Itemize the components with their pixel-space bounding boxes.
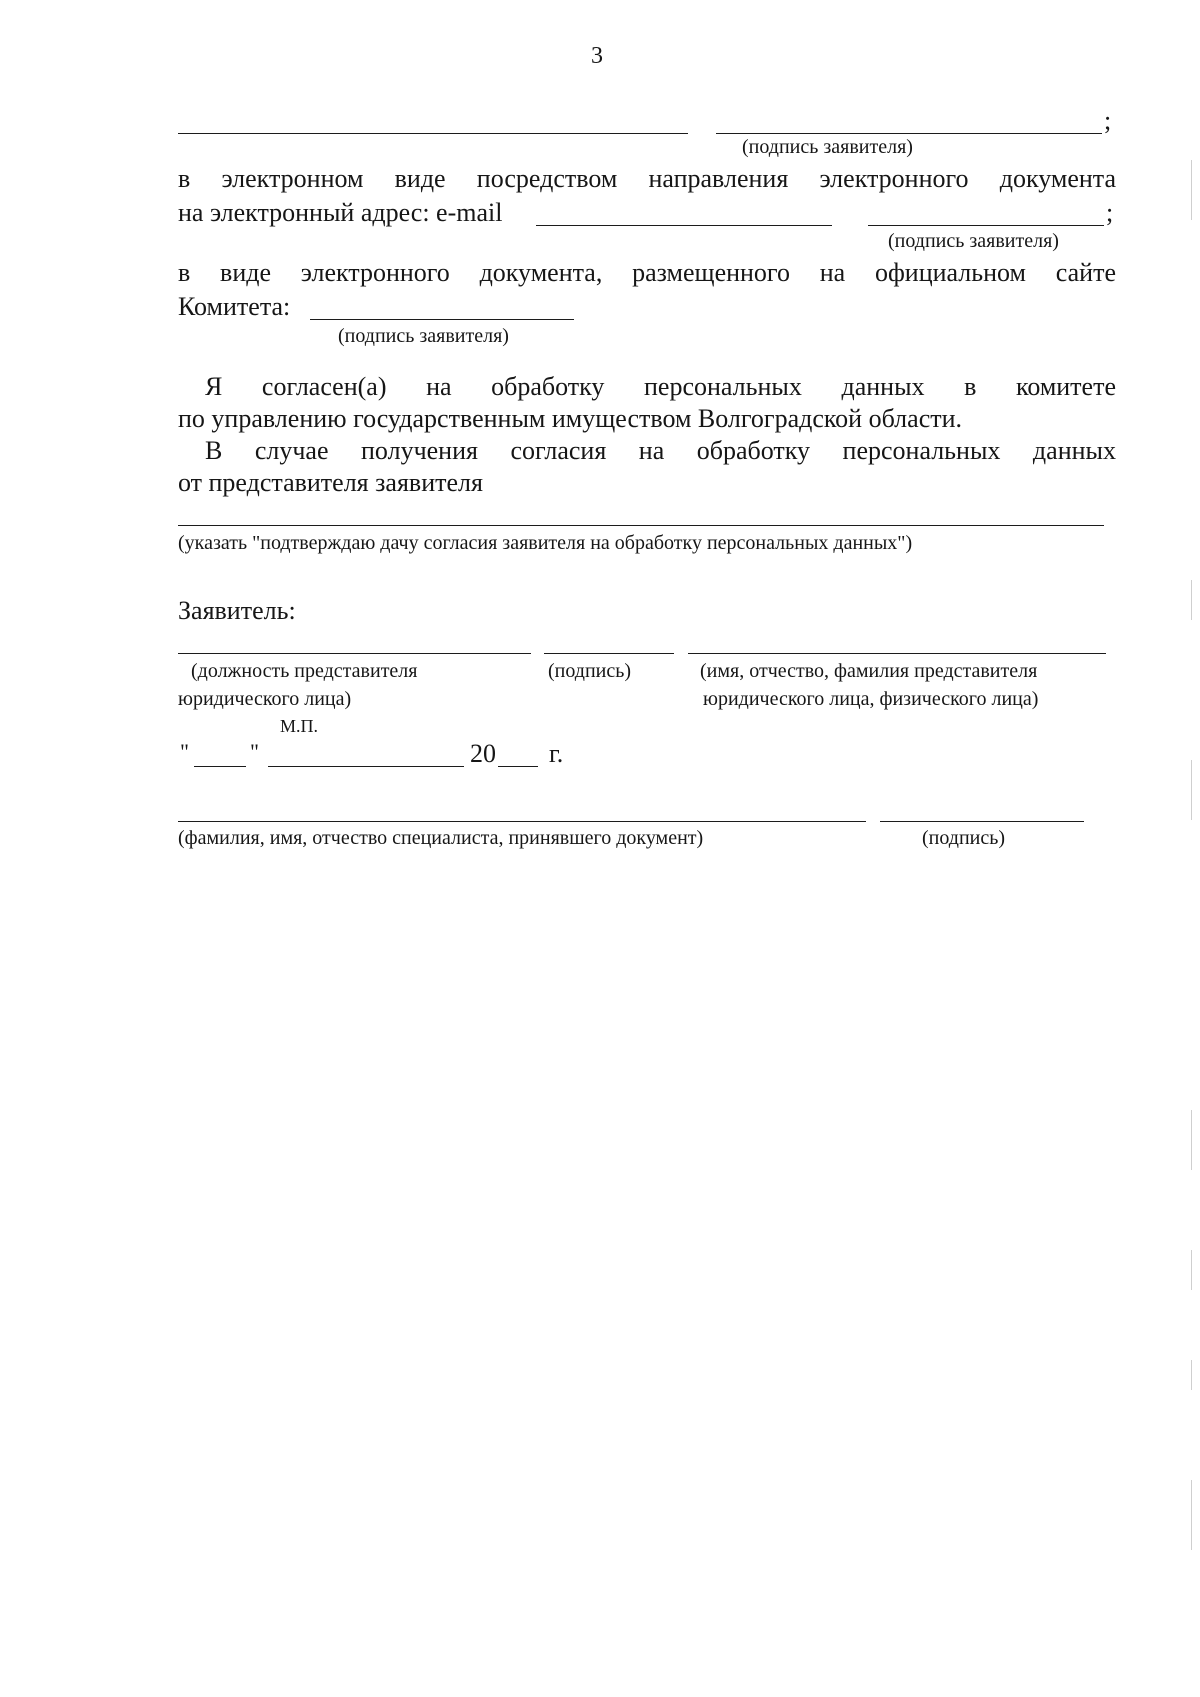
- position-caption-cont: юридического лица): [178, 688, 352, 710]
- page-number: 3: [591, 43, 603, 69]
- scan-edge-mark: [1191, 580, 1192, 620]
- representative-name-line[interactable]: [688, 653, 1106, 654]
- consent-text: Я согласен(а) на обработку персональных данных в комитете: [205, 372, 1116, 401]
- seal-mark: М.П.: [280, 716, 319, 736]
- applicant-label: Заявитель:: [178, 596, 296, 625]
- scan-edge-mark: [1191, 1360, 1192, 1390]
- name-caption-cont: юридического лица, физического лица): [703, 688, 1039, 710]
- date-year-prefix: 20: [470, 739, 496, 768]
- email-field-line[interactable]: [536, 225, 832, 226]
- date-year-suffix: г.: [549, 739, 564, 768]
- representative-consent-text-cont: от представителя заявителя: [178, 468, 483, 497]
- consent-text-cont: по управлению государственным имуществом Волгоградской области.: [178, 404, 963, 433]
- applicant-signature-caption-2: (подпись заявителя): [888, 230, 1059, 252]
- applicant-signature-line-1[interactable]: [716, 133, 1102, 134]
- email-option-text: в электронном виде посредством направления электронного документа: [178, 164, 1116, 193]
- scan-edge-mark: [1191, 1110, 1192, 1170]
- date-quote-close: ": [250, 739, 259, 764]
- applicant-signature-caption-1: (подпись заявителя): [742, 136, 913, 158]
- applicant-signature-caption-3: (подпись заявителя): [338, 325, 509, 347]
- email-label: на электронный адрес: e-mail: [178, 198, 503, 227]
- representative-consent-text: В случае получения согласия на обработку персональных данных: [205, 436, 1116, 465]
- semicolon: ;: [1106, 198, 1114, 227]
- website-option-text: в виде электронного документа, размещенного на официальном сайте: [178, 258, 1116, 287]
- applicant-signature-line-3[interactable]: [310, 319, 574, 320]
- date-year-field[interactable]: [498, 766, 538, 767]
- scan-edge-mark: [1191, 1250, 1192, 1290]
- specialist-signature-caption: (подпись): [922, 827, 1006, 849]
- date-day-field[interactable]: [194, 766, 246, 767]
- consent-confirmation-line[interactable]: [178, 525, 1104, 526]
- specialist-name-caption: (фамилия, имя, отчество специалиста, принявшего документ): [178, 827, 704, 849]
- scan-edge-mark: [1191, 1480, 1192, 1550]
- position-caption: (должность представителя: [191, 660, 418, 682]
- specialist-signature-line[interactable]: [880, 821, 1084, 822]
- date-quote-open: ": [180, 739, 189, 764]
- applicant-signature-line-4[interactable]: [544, 653, 674, 654]
- postal-address-line[interactable]: [178, 133, 688, 134]
- scan-edge-mark: [1191, 760, 1192, 820]
- representative-position-line[interactable]: [178, 653, 531, 654]
- semicolon: ;: [1104, 106, 1112, 135]
- scan-edge-mark: [1191, 160, 1192, 220]
- date-month-field[interactable]: [268, 766, 464, 767]
- committee-label: Комитета:: [178, 292, 291, 321]
- name-caption: (имя, отчество, фамилия представителя: [700, 660, 1038, 682]
- consent-confirmation-caption: (указать "подтверждаю дачу согласия заявителя на обработку персональных данных"): [178, 532, 913, 554]
- specialist-name-line[interactable]: [178, 821, 866, 822]
- signature-caption: (подпись): [548, 660, 632, 682]
- applicant-signature-line-2[interactable]: [868, 225, 1104, 226]
